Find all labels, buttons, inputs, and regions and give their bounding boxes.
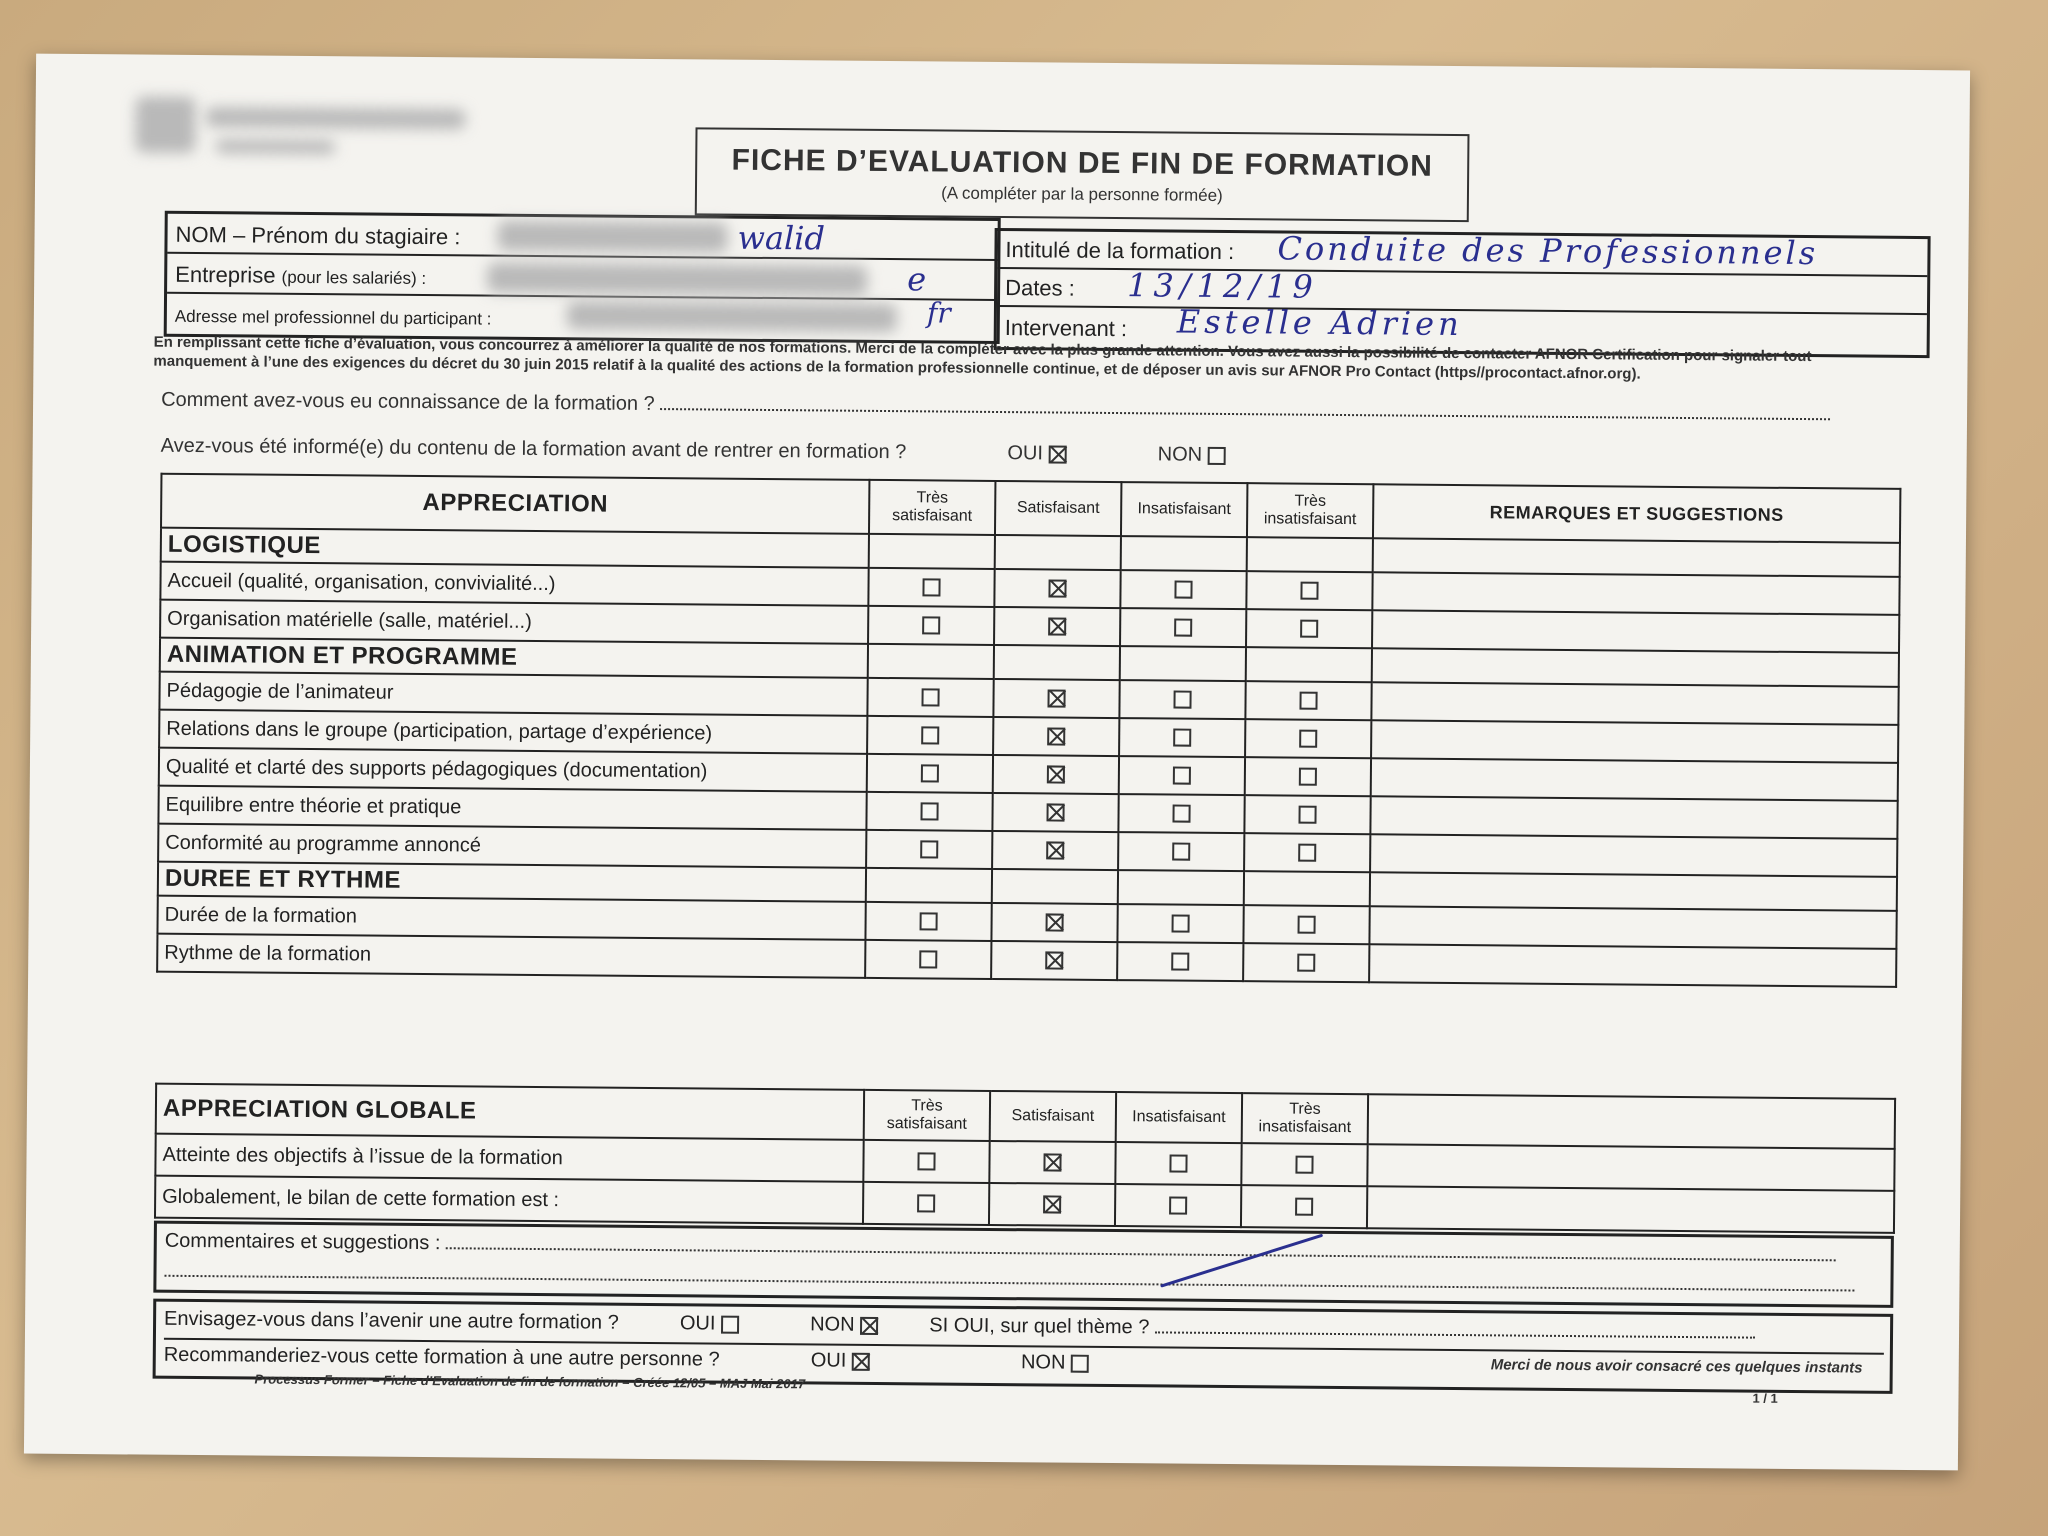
- company-note: (pour les salariés) :: [281, 267, 427, 288]
- future-yes-label: OUI: [679, 1312, 716, 1335]
- remarks-cell[interactable]: [1370, 834, 1897, 877]
- rating-checkbox[interactable]: [1298, 806, 1316, 824]
- criterion-label: Pédagogie de l’animateur: [159, 672, 867, 716]
- email-value: fr: [926, 296, 951, 330]
- remarks-cell[interactable]: [1370, 796, 1897, 839]
- future-theme-label: SI OUI, sur quel thème ?: [929, 1314, 1150, 1339]
- rating-checkbox[interactable]: [920, 913, 938, 931]
- dates-value: 13/12/19: [1127, 266, 1320, 306]
- remarks-cell[interactable]: [1371, 682, 1898, 725]
- global-appreciation-table: [154, 1083, 1896, 1234]
- col-tres-insatisfaisant: Très insatisfaisant: [1247, 483, 1373, 538]
- criterion-label: Relations dans le groupe (participation, partage d’expérience): [159, 710, 867, 754]
- criterion-label: Rythme de la formation: [157, 934, 865, 978]
- remarks-cell[interactable]: [1371, 758, 1898, 801]
- criterion-label: Durée de la formation: [157, 896, 865, 940]
- rating-checkbox-checked[interactable]: [1048, 618, 1066, 636]
- rating-checkbox[interactable]: [921, 765, 939, 783]
- global-col-satisfaisant: Satisfaisant: [990, 1091, 1116, 1142]
- trainee-name-label: NOM – Prénom du stagiaire :: [175, 221, 461, 250]
- how-known-dotted-line: [660, 394, 1830, 420]
- trainee-identity-box: [164, 211, 1001, 344]
- company-value: e: [907, 260, 927, 299]
- blurred-company-name: [206, 107, 466, 129]
- rating-checkbox[interactable]: [1169, 1197, 1187, 1215]
- intro-paragraph: En remplissant cette fiche d’évaluation, vous concourrez à améliorer la qualité de nos formations. Merci de la compléter avec la plus grande attention. Vous avez aussi la possibilité de contacter AFNOR Certification pour signaler tout manquement à l’une des exigences du décret du 30 juin 2015 relatif à la qualité des actions de la formation professionnelle continue, et de déposer un avis sur AFNOR Pro Contact (https//procontact.afnor.org).: [153, 333, 1812, 383]
- form-title-box: [695, 127, 1470, 222]
- criterion-label: Qualité et clarté des supports pédagogiques (documentation): [159, 748, 867, 792]
- rating-checkbox-checked[interactable]: [1046, 842, 1064, 860]
- section-title-logistique: LOGISTIQUE: [161, 528, 869, 568]
- rating-checkbox[interactable]: [917, 1195, 935, 1213]
- col-satisfaisant: Satisfaisant: [995, 481, 1121, 536]
- future-yes-checkbox[interactable]: [721, 1315, 739, 1333]
- rating-checkbox[interactable]: [1299, 730, 1317, 748]
- informed-question: [161, 435, 1226, 467]
- recommend-question-row: [164, 1344, 1089, 1375]
- future-no-label: NON: [810, 1313, 855, 1336]
- rating-checkbox[interactable]: [1172, 915, 1190, 933]
- trainee-name-value: walid: [737, 218, 826, 258]
- rating-checkbox-checked[interactable]: [1046, 914, 1064, 932]
- rating-checkbox-checked[interactable]: [1043, 1196, 1061, 1214]
- section-title-animation: ANIMATION ET PROGRAMME: [160, 638, 868, 678]
- global-criterion-label: Atteinte des objectifs à l’issue de la formation: [155, 1134, 863, 1182]
- rating-checkbox[interactable]: [1297, 954, 1315, 972]
- informed-no-checkbox[interactable]: [1208, 447, 1226, 465]
- criterion-label: Accueil (qualité, organisation, convivialité...): [160, 562, 868, 606]
- rating-checkbox-checked[interactable]: [1043, 1154, 1061, 1172]
- rating-checkbox[interactable]: [1298, 844, 1316, 862]
- blurred-email: [567, 301, 897, 332]
- recommend-no-checkbox[interactable]: [1071, 1354, 1089, 1372]
- recommend-no-label: NON: [1020, 1351, 1066, 1374]
- informed-no-label: NON: [1157, 443, 1203, 466]
- future-no-checkbox[interactable]: [860, 1317, 878, 1335]
- rating-checkbox[interactable]: [1174, 581, 1192, 599]
- training-info-box: [994, 228, 1931, 358]
- rating-checkbox[interactable]: [1299, 768, 1317, 786]
- training-title-label: Intitulé de la formation :: [1005, 237, 1235, 265]
- remarks-header: REMARQUES ET SUGGESTIONS: [1373, 484, 1900, 543]
- remarks-cell[interactable]: [1371, 720, 1898, 763]
- training-title-value: Conduite des Professionnels: [1277, 229, 1819, 273]
- rating-checkbox-checked[interactable]: [1047, 766, 1065, 784]
- rating-checkbox[interactable]: [1171, 953, 1189, 971]
- rating-checkbox[interactable]: [1172, 805, 1190, 823]
- rating-checkbox[interactable]: [1173, 767, 1191, 785]
- rating-checkbox[interactable]: [917, 1153, 935, 1171]
- rating-checkbox-checked[interactable]: [1047, 728, 1065, 746]
- criterion-label: Equilibre entre théorie et pratique: [158, 786, 866, 830]
- rating-checkbox[interactable]: [920, 841, 938, 859]
- comments-label: Commentaires et suggestions :: [164, 1229, 441, 1255]
- global-col-tres-insatisfaisant: Très insatisfaisant: [1242, 1093, 1368, 1144]
- rating-checkbox-checked[interactable]: [1045, 952, 1063, 970]
- page-number: 1 / 1: [1752, 1390, 1778, 1406]
- informed-yes-checkbox[interactable]: [1048, 445, 1066, 463]
- col-insatisfaisant: Insatisfaisant: [1121, 482, 1247, 537]
- remarks-cell[interactable]: [1372, 610, 1899, 653]
- rating-checkbox[interactable]: [1172, 843, 1190, 861]
- rating-checkbox[interactable]: [1300, 620, 1318, 638]
- recommend-question-label: Recommanderiez-vous cette formation à une autre personne ?: [163, 1343, 720, 1371]
- future-question-label: Envisagez-vous dans l’avenir une autre formation ?: [164, 1307, 619, 1334]
- global-remarks-cell[interactable]: [1368, 1094, 1895, 1149]
- criterion-label: Organisation matérielle (salle, matériel...): [160, 600, 868, 644]
- rating-checkbox[interactable]: [1173, 691, 1191, 709]
- rating-checkbox[interactable]: [919, 951, 937, 969]
- comments-box[interactable]: [153, 1221, 1894, 1308]
- appreciation-header: APPRECIATION: [161, 474, 869, 534]
- section-title-duree: DUREE ET RYTHME: [158, 862, 866, 902]
- rating-checkbox[interactable]: [921, 727, 939, 745]
- rating-checkbox[interactable]: [1174, 619, 1192, 637]
- informed-label: Avez-vous été informé(e) du contenu de la formation avant de rentrer en formation ?: [160, 434, 907, 464]
- blurred-logo: [135, 96, 195, 153]
- rating-checkbox[interactable]: [1295, 1156, 1313, 1174]
- informed-yes-label: OUI: [1007, 442, 1044, 465]
- blurred-name: [497, 221, 727, 253]
- rating-checkbox[interactable]: [922, 579, 940, 597]
- blurred-company-sub: [215, 139, 335, 154]
- rating-checkbox-checked[interactable]: [1046, 804, 1064, 822]
- rating-checkbox[interactable]: [1173, 729, 1191, 747]
- rating-checkbox[interactable]: [920, 803, 938, 821]
- global-col-insatisfaisant: Insatisfaisant: [1116, 1092, 1242, 1143]
- rating-checkbox[interactable]: [922, 617, 940, 635]
- trainer-label: Intervenant :: [1004, 315, 1128, 342]
- blurred-company: [487, 263, 867, 296]
- rating-checkbox-checked[interactable]: [1048, 580, 1066, 598]
- rating-checkbox[interactable]: [921, 689, 939, 707]
- thanks-note: Merci de nous avoir consacré ces quelques instants: [1490, 1356, 1863, 1377]
- comments-dotted-line-1: [446, 1233, 1836, 1261]
- form-title: FICHE D’EVALUATION DE FIN DE FORMATION: [731, 143, 1434, 183]
- global-title: APPRECIATION GLOBALE: [156, 1084, 864, 1140]
- email-label: Adresse mel professionnel du participant :: [174, 306, 492, 329]
- recommend-yes-checkbox[interactable]: [852, 1352, 870, 1370]
- remarks-cell[interactable]: [1369, 906, 1896, 949]
- col-tres-satisfaisant: Très satisfaisant: [869, 480, 995, 535]
- remarks-cell[interactable]: [1367, 1144, 1894, 1191]
- recommend-yes-label: OUI: [810, 1349, 847, 1372]
- comments-dotted-line-2: [164, 1261, 1854, 1292]
- remarks-cell[interactable]: [1372, 572, 1899, 615]
- future-theme-dotted-line[interactable]: [1155, 1317, 1755, 1338]
- remarks-cell[interactable]: [1367, 1186, 1894, 1233]
- trainer-value: Estelle Adrien: [1176, 302, 1463, 344]
- global-criterion-label: Globalement, le bilan de cette formation est :: [155, 1176, 863, 1224]
- remarks-cell[interactable]: [1369, 944, 1896, 987]
- how-known-question[interactable]: [161, 389, 1830, 427]
- email-row[interactable]: [167, 294, 997, 338]
- how-known-label: Comment avez-vous eu connaissance de la formation ?: [161, 388, 655, 415]
- evaluation-table: [156, 473, 1901, 988]
- global-col-tres-satisfaisant: Très satisfaisant: [864, 1090, 990, 1141]
- rating-checkbox[interactable]: [1295, 1198, 1313, 1216]
- criterion-label: Conformité au programme annoncé: [158, 824, 866, 868]
- company-label: Entreprise: [175, 261, 276, 288]
- rating-checkbox[interactable]: [1169, 1155, 1187, 1173]
- dates-label: Dates :: [1005, 275, 1075, 301]
- rating-checkbox-checked[interactable]: [1047, 690, 1065, 708]
- rating-checkbox[interactable]: [1300, 582, 1318, 600]
- form-subtitle: (A compléter par la personne formée): [941, 183, 1223, 205]
- evaluation-form-sheet: [24, 54, 1970, 1471]
- rating-checkbox[interactable]: [1299, 692, 1317, 710]
- process-footer: Processus Former – Fiche d’Evaluation de fin de formation – Créée 12/05 – MAJ Mai 2017: [254, 1371, 806, 1392]
- rating-checkbox[interactable]: [1298, 916, 1316, 934]
